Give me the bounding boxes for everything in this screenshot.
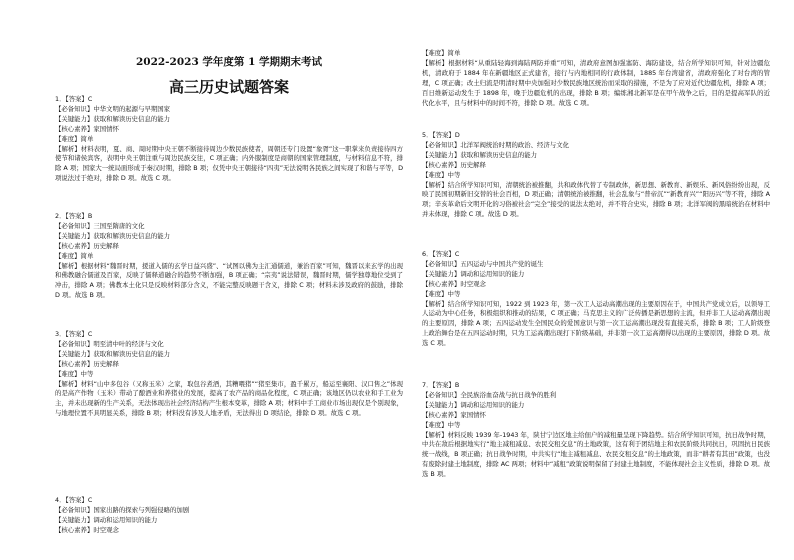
q1-difficulty: 【难度】简单 <box>55 134 94 143</box>
q1-literacy: 【核心素养】家国情怀 <box>55 124 119 133</box>
q4-analysis: 【解析】根据材料“从重陆轻海到海陆两防并重”可知，清政府意图加强塞防、海防建设，结合所学知识可知，针对边疆危机，清政府于 1884 年在新疆地区正式建省，接行与内地相同的行政体制，1885 年台湾建省，清政府强化了对台湾的管理，C 项正确；改土归流是明清时期中央加强对少数民族地区统治而采取的措施，不是为了应对近代边疆危机，排除 A 项；百日维新运动发生于 1898 年，晚于边疆危机的出现，排除 B 项；编练湘北新军是在甲午战争之后，目的是提高军队的近代化水平，且与材料中的时间不符，排除 D 项。故选 C 项。 <box>422 58 770 107</box>
question-6 <box>422 250 770 349</box>
q2-knowledge: 【必备知识】三国至隋唐的文化 <box>55 221 145 230</box>
q7-ability: 【关键能力】调动和运用知识的能力 <box>422 400 525 409</box>
exam-title: 2022-2023 学年度第 1 学期期末考试 <box>135 56 323 68</box>
q5-difficulty: 【难度】中等 <box>422 170 461 179</box>
question-3 <box>55 330 403 419</box>
q6-knowledge: 【必备知识】五四运动与中国共产党的诞生 <box>422 259 544 268</box>
q2-difficulty: 【难度】简单 <box>55 251 94 260</box>
q3-difficulty: 【难度】中等 <box>55 369 94 378</box>
q3-ability: 【关键能力】获取和解读历史信息的能力 <box>55 349 171 358</box>
q5-analysis: 【解析】结合所学知识可知，清朝统治被推翻，共和政体代替了专制政体，新思想、新教育、新娱乐、新风俗纷纷出现，反映了民国初期新旧交替的社会百相，D 项正确；清朝统治被推翻，社会乱象与“普帝沉”“新教育兴”“阳历兴”等不符，排除 A 项；辛亥革命后文明开化的习俗被社会“完全”接受的说法太绝对，并不符合史实，排除 B 项；北洋军阀的黑暗统治在材料中并未体现，排除 C 项。故选 D 项。 <box>422 180 770 219</box>
q3-answer: 3．【答案】C <box>55 330 93 338</box>
q7-analysis: 【解析】材料反映 1939 年-1943 年，陕甘宁边区地主给佃户的减租量呈现下降趋势。结合所学知识可知，抗日战争时期，中共在敌后根据地实行“地主减租减息、农民交租交息”的土地政策，这有利于团结地主和农民阶级共同抗日，巩固抗日民族统一战线，B 项正确；抗日战争时期，中共实行“地主减租减息、农民交租交息”的土地政策，而非“耕者有其田”政策，也没有废除封建土地制度，排除 AC 两项；材料中“减租”政策说明保留了封建土地制度，不能体现社会主义性质，排除 D 项。故选 B 项。 <box>422 430 770 479</box>
q3-knowledge: 【必备知识】明至清中叶的经济与文化 <box>55 339 164 348</box>
question-4-continued <box>422 49 770 108</box>
q5-answer: 5．【答案】D <box>422 131 460 139</box>
q6-difficulty: 【难度】中等 <box>422 289 461 298</box>
q1-analysis: 【解析】材料表明，夏、商、周时期中央王朝不断接待周边少数民族使者，周朝还专门设置“象胥”这一职掌来负责接待四方使节和诸侯宾客，表明中央王朝注重与周边民族交往，C 项正确；内外服制度是商朝的国家管理制度，与材料信息不符，排除 A 项；国家大一统局面形成于秦汉时期，排除 B 项；仅凭中央王朝接待“四夷”无法说明各民族之间实现了和谐与平等，D 项说法过于绝对，排除 D 项。故选 C 项。 <box>55 144 403 183</box>
q4-ability: 【关键能力】调动和运用知识的能力 <box>55 515 158 524</box>
q4-difficulty: 【难度】简单 <box>422 49 461 57</box>
q6-literacy: 【核心素养】时空观念 <box>422 279 486 288</box>
q7-difficulty: 【难度】中等 <box>422 420 461 429</box>
q5-knowledge: 【必备知识】北洋军阀统治时期的政治、经济与文化 <box>422 140 569 149</box>
q5-ability: 【关键能力】获取和解读历史信息的能力 <box>422 150 538 159</box>
q1-answer: 1．【答案】C <box>55 95 93 103</box>
q7-knowledge: 【必备知识】全民族浴血奋战与抗日战争的胜利 <box>422 390 557 399</box>
q4-answer: 4．【答案】C <box>55 496 93 504</box>
q2-literacy: 【核心素养】历史解释 <box>55 241 119 250</box>
question-5 <box>422 131 770 220</box>
q7-answer: 7．【答案】B <box>422 381 460 389</box>
question-2 <box>55 212 403 301</box>
doc-title: 高三历史试题答案 <box>168 78 289 96</box>
q1-knowledge: 【必备知识】中华文明的起源与早期国家 <box>55 104 171 113</box>
question-7 <box>422 381 770 480</box>
q2-answer: 2．【答案】B <box>55 212 93 220</box>
q6-ability: 【关键能力】调动和运用知识的能力 <box>422 269 525 278</box>
q2-analysis: 【解析】根据材料“魏晋时期，援道入儒的玄学日益兴盛”、“试图以佛为主汇通儒道，兼治百家”可知，魏晋以来玄学的出现和佛教融合儒道及百家，反映了儒释道融合的趋势不断加强，B 项正确；“宗夷”说法错误，魏晋时期，儒学独尊地位受到了冲击，排除 A 项；佛教本土化只是反映材料部分含义，不能完整反映题干含义，排除 C 项；材料未涉及政府的鼓励，排除 D 项。故选 B 项。 <box>55 261 403 300</box>
q7-literacy: 【核心素养】家国情怀 <box>422 410 486 419</box>
question-4 <box>55 496 403 536</box>
q1-ability: 【关键能力】获取和解读历史信息的能力 <box>55 114 171 123</box>
q2-ability: 【关键能力】获取和解读历史信息的能力 <box>55 231 171 240</box>
q3-literacy: 【核心素养】历史解释 <box>55 359 119 368</box>
q6-answer: 6．【答案】C <box>422 250 460 258</box>
question-1 <box>55 95 403 184</box>
q5-literacy: 【核心素养】历史解释 <box>422 160 486 169</box>
q4-literacy: 【核心素养】时空观念 <box>55 525 119 534</box>
q4-knowledge: 【必备知识】国家出路的探索与列强侵略的加剧 <box>55 505 190 514</box>
q3-analysis: 【解析】材料“山中多包谷（又称玉米）之家，取包谷煮酒，其糟喂猪”“猪至集市，盈千累万，船运至襄阳、汉口售之”体现的是高产作物（玉米）带动了酿酒业和养猪业的发展，提高了农产品的商品化程度，C 项正确；该地区仍以农业和手工业为主，并未出现新的生产关系，无法体现出社会经济结构产生根本变革，排除 A 项；材料中手工商业市场出现仅是个别现象，与地理位置不具明显关系，排除 B 项；材料没有涉及人地矛盾，无法得出 D 项结论，排除 D 项。故选 C 项。 <box>55 379 403 418</box>
q6-analysis: 【解析】结合所学知识可知，1922 到 1923 年，第一次工人运动高潮出现的主要原因在于，中国共产党成立后，以领导工人运动为中心任务，积极组织和推动的结果，C 项正确；马克思主义的广泛传播是新思想的主流，但并非工人运动高潮出现的主要原因，排除 A 项；五四运动发生全国民众的爱国意识与第一次工运高潮出现没有直接关系，排除 B 项；工人阶级登上政治舞台是在五四运动时期，只为工运高潮出现打下阶级基础，并非第一次工运高潮得以出现的主要原因，排除 D 项。故选 C 项。 <box>422 299 770 348</box>
